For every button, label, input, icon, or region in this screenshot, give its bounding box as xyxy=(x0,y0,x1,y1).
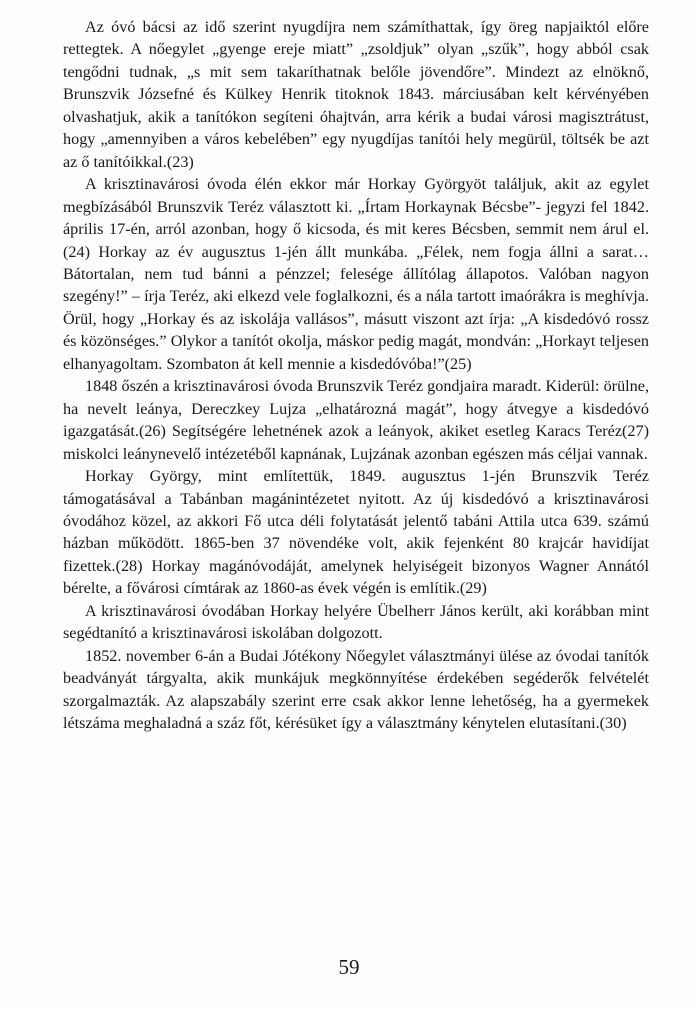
paragraph-5: A krisztinavárosi óvodában Horkay helyére Übelherr János került, aki korábban mint segédtanító a krisztinavárosi iskolában dolgozott. xyxy=(63,601,649,643)
paragraph-1: Az óvó bácsi az idő szerint nyugdíjra nem számíthattak, így öreg napjaiktól előre rettegtek. A nőegylet „gyenge ereje miatt” „zsoldjuk” olyan „szűk”, hogy abból csak tengődni tudnak, „s mit sem takaríthatnak belőle jövendőre”. Mindezt az elnöknő, Brunszvik Józsefné és Külkey Henrik titoknok 1843. márciusában kelt kérvényében olvashatjuk, akik a tanítókon segíteni óhajtván, arra kérik a budai városi magisztrátust, hogy „amennyiben a város kebelében” egy nyugdíjas tanítói hely megürül, töltsék be azt az ő tanítóikkal.(23) xyxy=(63,18,649,171)
paragraph-4: Horkay György, mint említettük, 1849. augusztus 1-jén Brunszvik Teréz támogatásával a Tabánban magánintézetet nyitott. Az új kisdedóvó a krisztinavárosi óvodához közel, az akkori Fő utca déli folytatását jelentő tabáni Attila utca 639. számú házban működött. 1865-ben 37 növendéke volt, akik fejenként 80 krajcár havidíjat fizettek.(28) Horkay magánóvodáját, amelynek helyiségeit bizonyos Wagner Annától bérelte, a fővárosi címtárak az 1860-as évek végén is említik.(29) xyxy=(63,467,649,598)
paragraph-6: 1852. november 6-án a Budai Jótékony Nőegylet választmányi ülése az óvodai tanítók beadványát tárgyalta, akik munkájuk megkönnyítése érdekében segéderők felvételét szorgalmazták. Az alapszabály szerint erre csak akkor lenne lehetőség, ha a gyermekek létszáma meghaladná a száz főt, kérésüket így a választmány kénytelen elutasítani.(30) xyxy=(63,646,649,733)
paragraph-3: 1848 őszén a krisztinavárosi óvoda Brunszvik Teréz gondjaira maradt. Kiderül: örülne, ha nevelt leánya, Dereczkey Lujza „elhatározná magát”, hogy átvegye a kisdedóvó igazgatását.(26) Segítségére lehetnének azok a leányok, akiket esetleg Karacs Teréz(27) miskolci leánynevelő intézetéből kapnának, Lujzának azonban egészen más céljai vannak. xyxy=(63,377,649,463)
page-number: 59 xyxy=(338,955,360,979)
body-text xyxy=(63,16,649,735)
paragraph-2: A krisztinavárosi óvoda élén ekkor már Horkay Györgyöt találjuk, akit az egylet megbízásából Brunszvik Teréz választott ki. „Írtam Horkaynak Bécsbe”- jegyzi fel 1842. április 17-én, arról azonban, hogy ő kicsoda, és mit keres Bécsben, semmit nem árul el.(24) Horkay az év augusztus 1-jén állt munkába. „Félek, nem fogja állni a sarat… Bátortalan, nem tud bánni a pénzzel; felesége állítólag állapotos. Valóban nagyon szegény!” – írja Teréz, aki elkezd vele foglalkozni, és a nála tartott imaórákra is meghívja. Örül, hogy „Horkay és az iskolája vallásos”, másutt viszont azt írja: „A kisdedóvó rossz és közönséges.” Olykor a tanítót okolja, máskor pedig magát, mondván: „Horkayt teljesen elhanyagoltam. Szombaton át kell mennie a kisdedóvóba!”(25) xyxy=(63,175,649,373)
